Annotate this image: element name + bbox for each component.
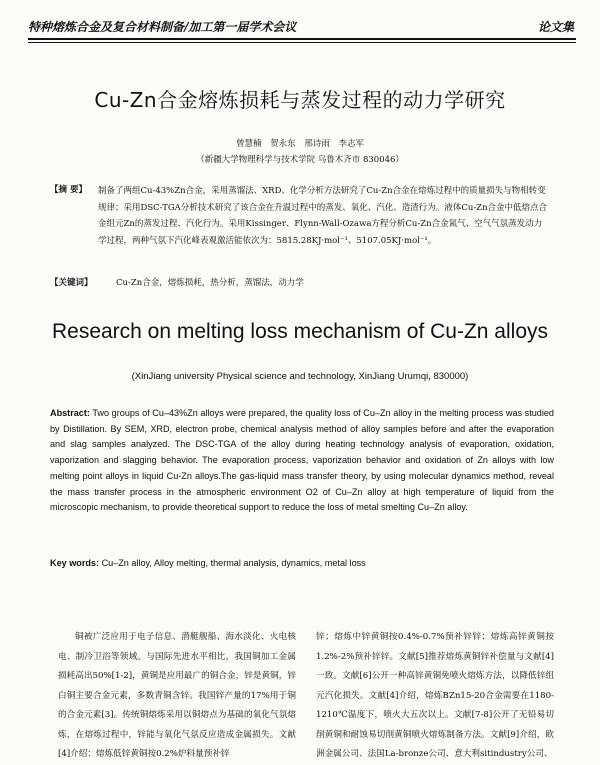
english-title: Research on melting loss mechanism of Cu-Zn alloys <box>51 320 549 343</box>
running-header <box>28 14 576 34</box>
chinese-title: Cu-Zn合金熔炼损耗与蒸发过程的动力学研究 <box>94 88 506 112</box>
english-abstract <box>50 406 554 516</box>
chinese-keywords-label: 【关键词】 <box>50 278 93 288</box>
header-rule-thin <box>28 42 576 43</box>
english-abstract-text: Two groups of Cu–43%Zn alloys were prepared, the quality loss of Cu–Zn alloy in the melting process was studied by Distillation. By SEM, XRD, electron probe, chemical analysis method of alloy samples before and after the evaporation and slag samples analyzed. The DSC-TGA of the alloy during heating technology analysis of evaporation, oxidation, vaporization and slagging behavior. The evaporation process, vaporization behavior and oxidation of Zn alloys with low melting point alloys in liquid Cu-Zn alloys.The gas-liquid mass transfer theory, by using molecular dynamics method, reveal the mass transfer process in the atmospheric environment O2 of Cu–Zn alloy at high temperature of liquid from the microscopic mechanism, to provide theoretical support to reduce the loss of metal smelting Cu–Zn alloy. <box>50 408 554 513</box>
body-column-left: 铜被广泛应用于电子信息、潜艇舰船、海水淡化、火电核电、制冷卫浴等领域。与国际先进水平相比，我国铜加工金属损耗高出50%[1-2]，黄铜是应用最广的铜合金，锌是黄铜，锌白铜主要合金元素，多数青铜含锌。我国锌产量的17%用于铜的合金元素[3]。传统铜熔炼采用以铜熔点为基础的氧化气氛熔炼，在熔炼过程中，锌能与氧化气氛反应造成金属损失。文献[4]介绍：熔炼低锌黄铜按0.2%炉料量预补锌 <box>58 632 296 759</box>
english-affiliation: (XinJiang university Physical science and technology, XinJiang Urumqi, 830000) <box>131 371 469 382</box>
english-abstract-label: Abstract: <box>50 408 90 418</box>
header-rule-thick <box>28 38 576 40</box>
chinese-abstract: 制备了两组Cu-43%Zn合金，采用蒸馏法、XRD、化学分析方法研究了Cu-Zn合金在熔炼过程中的质量损失与物相转变规律；采用DSC-TGA分析技术研究了该合金在升温过程中的蒸发、氧化、汽化、造渣行为。液体Cu-Zn合金中低熔点合金组元Zn的蒸发过程、汽化行为。采用Kissinger、Flynn-Wall-Ozawa方程分析Cu-Zn合金氮气、空气气氛蒸发动力学过程，两种气氛下汽化峰表观激活能依次为：5815.28KJ·mol⁻¹、5107.05KJ·mol⁻¹。 <box>98 186 548 246</box>
chinese-authors: 曾慧楠 贺永东 邢诗雨 李志军 <box>235 139 365 149</box>
chinese-keywords: Cu-Zn合金，熔炼损耗，热分析，蒸馏法，动力学 <box>116 278 304 288</box>
chinese-abstract-label: 【摘 要】 <box>50 185 87 195</box>
english-keywords-label: Key words: <box>50 558 100 568</box>
english-keywords <box>50 558 366 568</box>
chinese-affiliation: （新疆大学物理科学与技术学院 乌鲁木齐市 830046） <box>196 155 404 165</box>
body-column-right: 锌；熔炼中锌黄铜按0.4%-0.7%预补锌锌；熔炼高锌黄铜按1.2%-2%预补锌锌。文献[5]推荐熔炼黄铜锌补偿量与文献[4]一致。文献[6]公开一种高锌黄铜免喷火熔炼方法，以降低锌组元汽化损失。文献[4]介绍，熔炼BZn15-20合金需要在1180-1210℃温度下，喷火大五次以上。文献[7-8]公开了无铅易切削黄铜和耐蚀易切削黄铜喷火熔炼制备方法。文献[9]介绍，欧洲金属公司、法国La-bronze公司、意大利sitindustry公司、 <box>316 632 554 759</box>
running-header-left: 特种熔炼合金及复合材料制备/加工第一届学术会议 <box>28 20 297 34</box>
running-header-right: 论文集 <box>537 20 574 34</box>
english-keywords-text: Cu–Zn alloy, Alloy melting, thermal analysis, dynamics, metal loss <box>101 558 366 568</box>
